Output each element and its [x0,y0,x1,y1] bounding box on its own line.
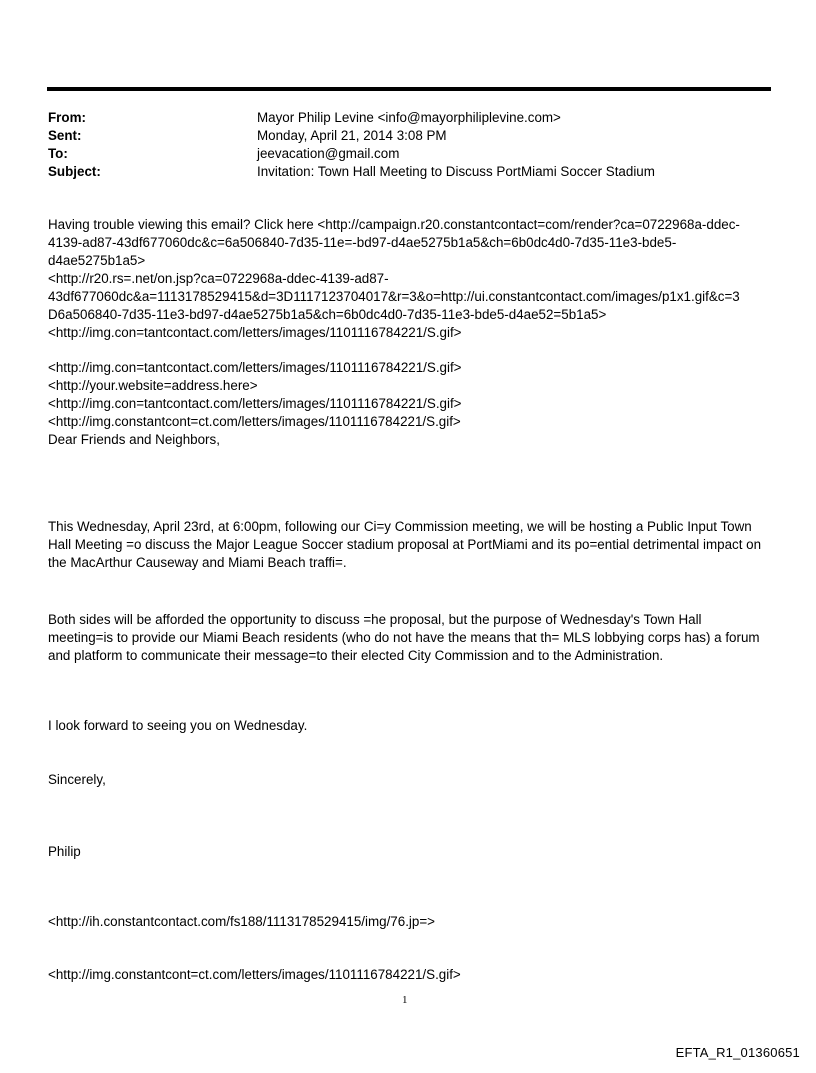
to-value: jeevacation@gmail.com [257,146,400,161]
footer-link: <http://ih.constantcontact.com/fs188/1113178529415/img/76.jp=> [48,914,435,929]
from-row [48,108,768,127]
trouble-line: 4139-ad87-43df677060dc&c=6a506840-7d35-11e=-bd97-d4ae5275b1a5&ch=6b0dc4d0-7d35-11e3-bde5- [48,235,677,250]
footer-link: <http://img.constantcont=ct.com/letters/images/1101116784221/S.gif> [48,967,461,982]
trouble-line: D6a506840-7d35-11e3-bd97-d4ae5275b1a5&ch=6b0dc4d0-7d35-11e3-bde5-d4ae52=5b1a5> [48,307,607,322]
sign-off: Sincerely, [48,772,106,787]
to-label: To: [48,146,68,161]
sent-label: Sent: [48,128,82,143]
trouble-line: <http://r20.rs=.net/on.jsp?ca=0722968a-ddec-4139-ad87- [48,271,389,286]
trouble-line: 43df677060dc&a=1113178529415&d=3D1117123704017&r=3&o=http://ui.constantcontact.com/images/p1x1.gif&c=3 [48,289,740,304]
paragraph-1-line: the MacArthur Causeway and Miami Beach traffi=. [48,555,347,570]
greeting: Dear Friends and Neighbors, [48,432,220,447]
page-number: 1 [402,994,408,1006]
image-link-line: <http://your.website=address.here> [48,378,258,393]
sent-value: Monday, April 21, 2014 3:08 PM [257,128,447,143]
subject-label: Subject: [48,164,101,179]
image-link-line: <http://img.con=tantcontact.com/letters/images/1101116784221/S.gif> [48,360,462,375]
trouble-line: <http://img.con=tantcontact.com/letters/images/1101116784221/S.gif> [48,325,462,340]
trouble-line: Having trouble viewing this email? Click here <http://campaign.r20.constantcontact=com/render?ca=0722968a-ddec- [48,217,740,232]
header-divider [47,87,771,91]
subject-row [48,162,768,181]
document-id: EFTA_R1_01360651 [675,1045,800,1060]
paragraph-2-line: Both sides will be afforded the opportunity to discuss =he proposal, but the purpose of Wednesday's Town Hall [48,612,702,627]
subject-value: Invitation: Town Hall Meeting to Discuss PortMiami Soccer Stadium [257,164,655,179]
sent-row [48,126,768,145]
paragraph-1-line: Hall Meeting =o discuss the Major League Soccer stadium proposal at PortMiami and its po=ential detrimental impact on [48,537,762,552]
from-label: From: [48,110,86,125]
signature: Philip [48,844,81,859]
paragraph-2-line: meeting=is to provide our Miami Beach residents (who do not have the means that th= MLS lobbying corps has) a forum [48,630,760,645]
from-value: Mayor Philip Levine <info@mayorphiliplevine.com> [257,110,561,125]
paragraph-1-line: This Wednesday, April 23rd, at 6:00pm, following our Ci=y Commission meeting, we will be hosting a Public Input Town [48,519,752,534]
trouble-line: d4ae5275b1a5> [48,253,146,268]
image-link-line: <http://img.constantcont=ct.com/letters/images/1101116784221/S.gif> [48,414,461,429]
closing-line: I look forward to seeing you on Wednesday. [48,718,308,733]
to-row [48,144,768,163]
image-link-line: <http://img.con=tantcontact.com/letters/images/1101116784221/S.gif> [48,396,462,411]
paragraph-2-line: and platform to communicate their message=to their elected City Commission and to the Administration. [48,648,664,663]
